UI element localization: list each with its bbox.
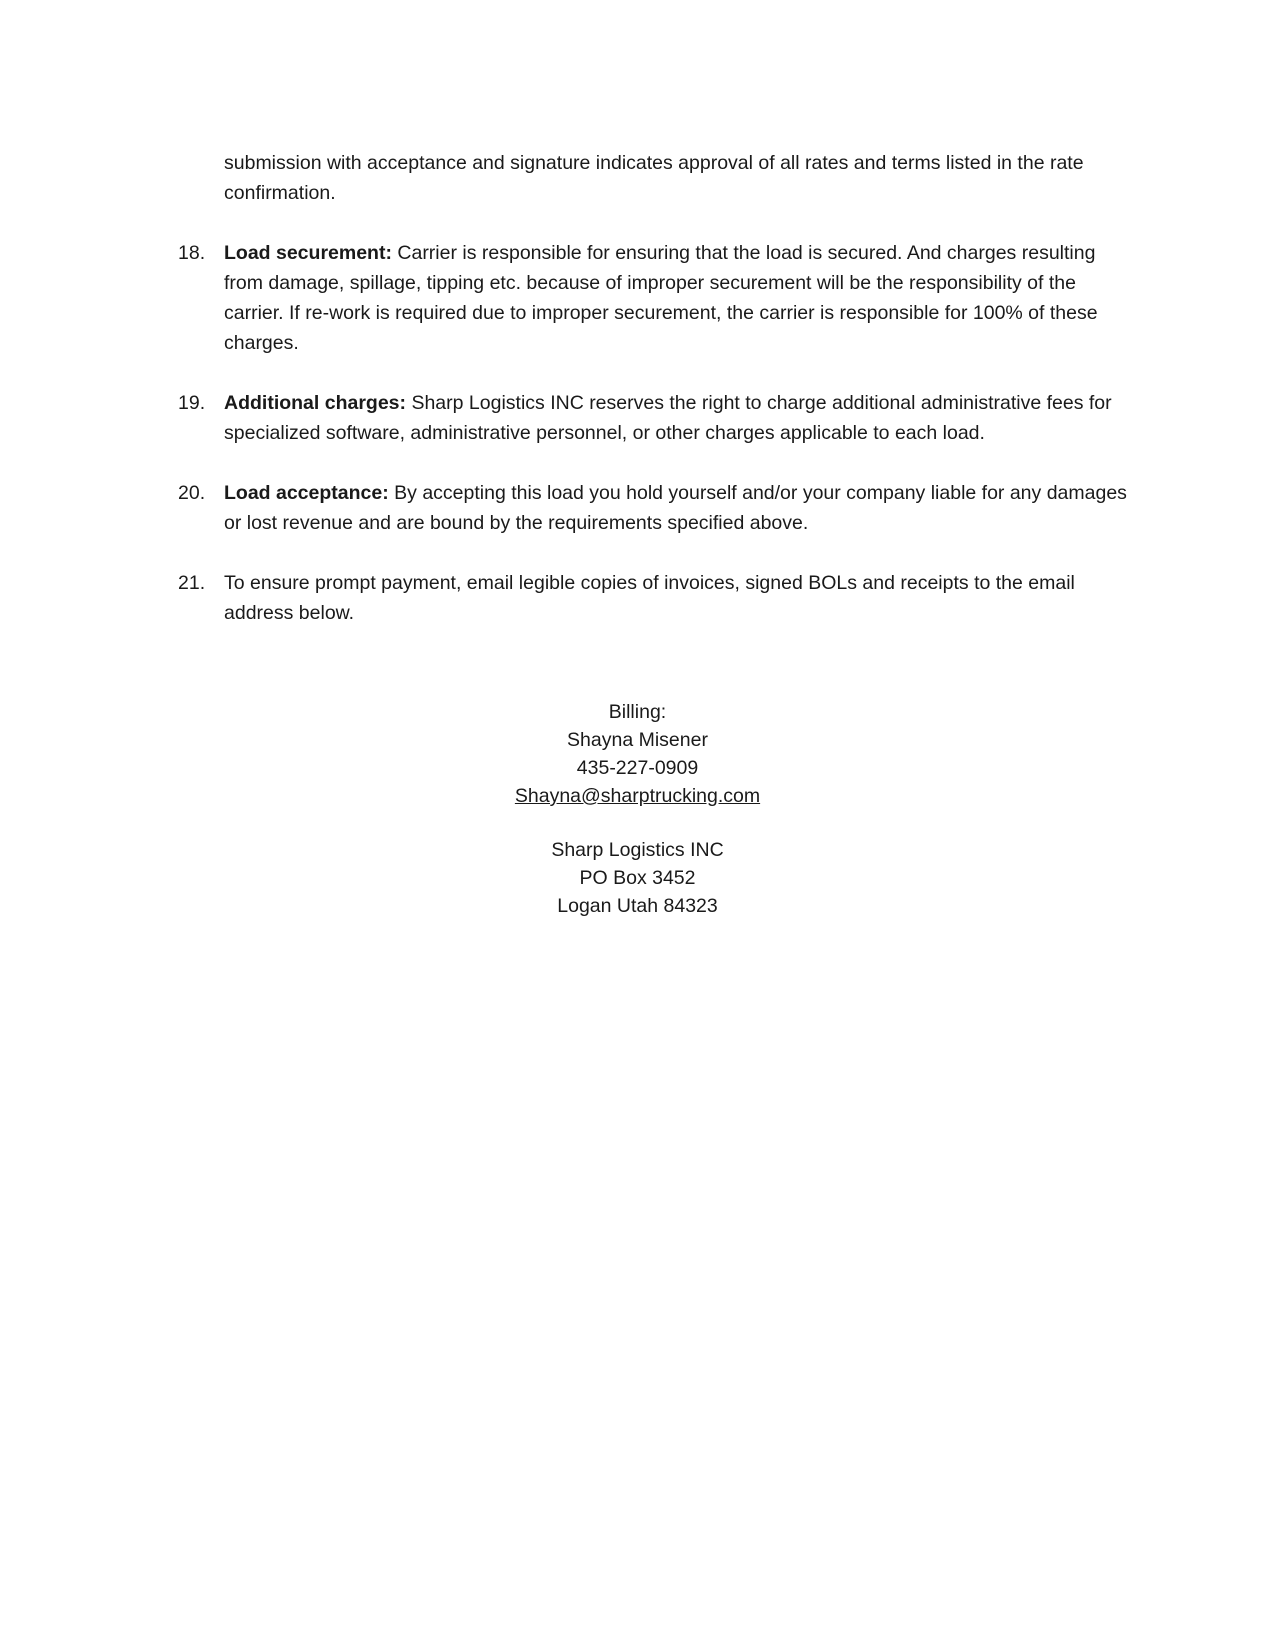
item-body <box>224 238 1138 358</box>
item-number: 18. <box>178 242 206 264</box>
company-po-box: PO Box 3452 <box>579 867 696 889</box>
item-label: Load securement: <box>224 242 392 264</box>
list-item <box>178 478 1138 538</box>
billing-phone: 435-227-0909 <box>576 757 699 779</box>
billing-heading: Billing: <box>608 701 667 723</box>
list-item <box>178 568 1138 628</box>
billing-block <box>0 698 1275 920</box>
item-text: Sharp Logistics INC reserves the right to charge additional administrative fees for specialized software, administrative personnel, or other charges applicable to each load. <box>224 392 1112 444</box>
item-body <box>224 568 1138 628</box>
continuation-paragraph: submission with acceptance and signature indicates approval of all rates and terms listed in the rate confirmation. <box>224 152 1084 204</box>
item-number: 21. <box>178 572 206 594</box>
item-body <box>224 388 1138 448</box>
item-text: To ensure prompt payment, email legible copies of invoices, signed BOLs and receipts to the email address below. <box>224 572 1075 624</box>
item-text: Carrier is responsible for ensuring that the load is secured. And charges resulting from damage, spillage, tipping etc. because of improper securement will be the responsibility of the carrier. If re-work is required due to improper securement, the carrier is responsible for 100% of these charges. <box>224 242 1098 354</box>
list-item <box>178 238 1138 358</box>
item-body <box>224 478 1138 538</box>
list-item <box>178 388 1138 448</box>
billing-contact-name: Shayna Misener <box>567 729 708 751</box>
billing-email-link[interactable]: Shayna@sharptrucking.com <box>514 785 761 807</box>
terms-list <box>178 238 1138 658</box>
company-name: Sharp Logistics INC <box>551 839 724 861</box>
item-label: Load acceptance: <box>224 482 389 504</box>
item-number: 19. <box>178 392 206 414</box>
company-city-line: Logan Utah 84323 <box>557 895 718 917</box>
item-text: By accepting this load you hold yourself and/or your company liable for any damages or lost revenue and are bound by the requirements specified above. <box>224 482 1127 534</box>
item-label: Additional charges: <box>224 392 407 414</box>
item-number: 20. <box>178 482 206 504</box>
